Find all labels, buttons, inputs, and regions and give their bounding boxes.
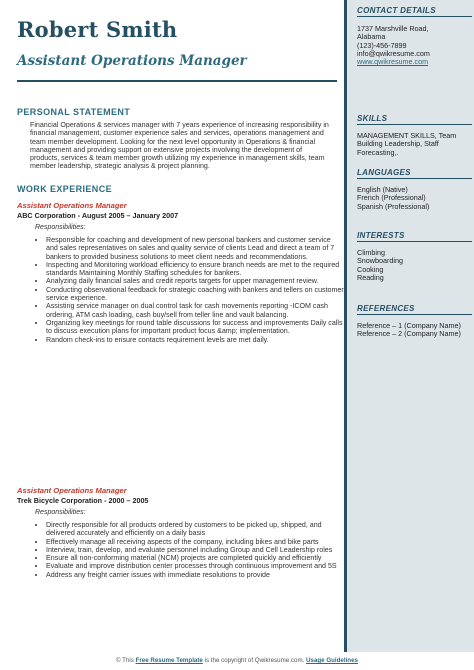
job-1-org-dates: ABC Corporation - August 2005 – January 2007	[17, 211, 179, 220]
job-2-title: Assistant Operations Manager	[17, 486, 127, 495]
job-2-org-dates: Trek Bicycle Corporation - 2000 – 2005	[17, 496, 149, 505]
skills-heading: SKILLS	[357, 114, 472, 125]
interests-list	[357, 249, 472, 282]
list-item: Cooking	[357, 264, 384, 274]
list-item: Reference – 1 (Company Name)	[357, 321, 461, 330]
contact-heading: CONTACT DETAILS	[357, 6, 472, 17]
candidate-title: Assistant Operations Manager	[17, 53, 247, 69]
list-item: • Analyzing daily financial sales and credit reports targets for upper management review.	[46, 277, 344, 285]
contact-address-line: 1737 Marshville Road,	[357, 24, 429, 33]
list-item: • Ensure all non-conforming material (NCM) projects are completed quickly and efficiently	[46, 554, 344, 562]
contact-email[interactable]: info@qwikresume.com	[357, 48, 430, 58]
languages-heading: LANGUAGES	[357, 168, 472, 179]
contact-website-link[interactable]: www.qwikresume.com	[357, 57, 429, 67]
job-2-responsibilities-label: Responsibilities:	[35, 509, 86, 516]
list-item: French (Professional)	[357, 193, 426, 203]
list-item: • Directly responsible for all products ordered by customers to be picked up, shipped, and delivered accurately and efficiently on a daily basis	[46, 521, 344, 538]
list-item: Spanish (Professional)	[357, 201, 430, 211]
list-item: • Interview, train, develop, and evaluate personnel including Group and Cell Leadership roles	[46, 546, 344, 554]
skills-text: MANAGEMENT SKILLS, Team Building Leadership, Staff Forecasting,.	[357, 131, 457, 157]
references-list	[357, 322, 472, 339]
footer	[0, 652, 474, 670]
references-heading: REFERENCES	[357, 304, 472, 315]
job-1-bullet-list	[36, 236, 344, 344]
list-item: Reading	[357, 272, 384, 282]
contact-details	[357, 25, 472, 66]
list-item: • Effectively manage all receiving aspects of the company, including bikes and bike parts	[46, 538, 344, 546]
list-item: • Inspecting and Monitoring workload efficiency to ensure branch needs are met to the required standards Maintaining Monthly Staffing schedules for bankers.	[46, 261, 344, 278]
candidate-name: Robert Smith	[17, 17, 178, 42]
contact-phone: (123)-456-7899	[357, 40, 407, 50]
languages-list	[357, 186, 472, 211]
list-item: Reference – 2 (Company Name)	[357, 329, 461, 339]
list-item: Snowboarding	[357, 256, 403, 266]
list-item: • Conducting observational feedback for strategic coaching with bankers and tellers on customer service experience.	[46, 286, 344, 303]
list-item: • Organizing key meetings for round table discussions for success and improvements Daily calls to discuss execution plans for important product focus &amp; implementation.	[46, 319, 344, 336]
list-item: • Evaluate and improve distribution center processes through continuous improvement and 5S	[46, 562, 344, 570]
list-item: • Random check-ins to ensure contacts requirement levels are met daily.	[46, 336, 344, 344]
list-item: • Responsible for coaching and development of new personal bankers and customer service and sales representatives on sales and quality service of clients Lead and direct a team of 7 bankers to provided business solutions to meet client needs and recommendations.	[46, 236, 344, 261]
list-item: English (Native)	[357, 185, 408, 194]
job-1-responsibilities-label: Responsibilities:	[35, 224, 86, 231]
list-item: • Assisting service manager on dual control task for cash movements reporting -ICOM cash ordering, ATM cash loading, cash buy/sell from teller line and vault balancing.	[46, 302, 344, 319]
job-2-bullet-list	[36, 521, 344, 579]
header-divider	[17, 80, 337, 82]
work-experience-heading: WORK EXPERIENCE	[17, 184, 113, 194]
contact-address-line: Alabama	[357, 32, 386, 42]
job-1-title: Assistant Operations Manager	[17, 201, 127, 210]
free-resume-template-link[interactable]: Free Resume Template	[135, 657, 203, 664]
list-item: Climbing	[357, 248, 385, 257]
personal-statement-heading: PERSONAL STATEMENT	[17, 107, 131, 117]
list-item: • Address any freight carrier issues with immediate resolutions to provide	[46, 571, 344, 579]
usage-guidelines-link[interactable]: Usage Guidelines	[306, 657, 358, 664]
personal-statement-text: Financial Operations & services manager with 7 years experience of increasing responsibility in financial management, customer experience sales and services, operations management and team member development. Looking for the next level opportunity in Operations & financial management and providing support on extensive projects involving the development of products, services & team member growth utilizing my experience in management skills, team member leadership, strategic analysis & project planning.	[30, 121, 329, 171]
interests-heading: INTERESTS	[357, 231, 472, 242]
footer-copyright-text: is the copyright of Qwikresume.com.	[202, 657, 307, 664]
footer-prefix: © This	[116, 657, 136, 664]
sidebar	[344, 0, 474, 652]
